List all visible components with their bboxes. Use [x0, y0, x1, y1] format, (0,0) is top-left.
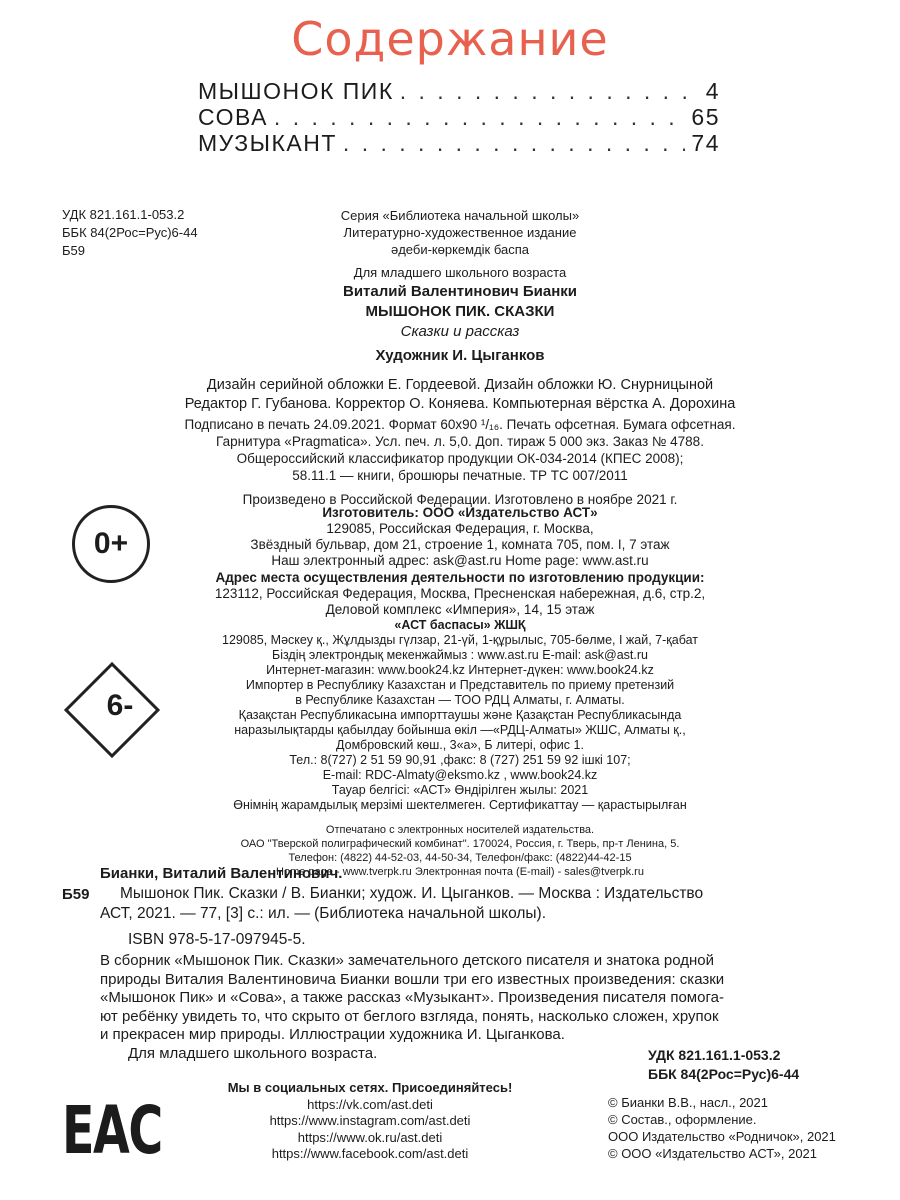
social-link-instagram[interactable]: https://www.instagram.com/ast.deti [269, 1113, 471, 1128]
isbn: ISBN 978-5-17-097945-5. [128, 931, 306, 948]
toc-entry-page: 74 [691, 130, 720, 156]
edition-kz: әдеби-көркемдік баспа [390, 242, 529, 257]
kz-line: в Республике Казахстан — ТОО РДЦ Алматы, г. Алматы. [295, 693, 625, 707]
classification-block [62, 206, 198, 260]
print-block [120, 416, 800, 508]
toc-entry[interactable] [198, 104, 720, 131]
social-link-ok[interactable]: https://www.ok.ru/ast.deti [297, 1129, 443, 1145]
kz-line: Біздің электрондық мекенжаймыз : www.ast.ru E-mail: ask@ast.ru [272, 648, 648, 662]
copyright-block [608, 1094, 836, 1162]
book-artist: Художник И. Цыганков [375, 347, 545, 364]
toc-leader-dots [343, 130, 685, 157]
kz-line: Домбровский көш., 3«а», Б литері, офис 1. [336, 738, 584, 752]
printer-line: ОАО "Тверской полиграфический комбинат". 170024, Россия, г. Тверь, пр-т Ленина, 5. [240, 838, 680, 850]
annotation-line: и прекрасен мир природы. Иллюстрации художника И. Цыганкова. [100, 1026, 565, 1043]
age-rating-label: 0+ [93, 527, 129, 560]
manufacturer-line-2: Звёздный бульвар, дом 21, строение 1, комната 705, пом. I, 7 этаж [250, 537, 670, 552]
print-line-2: Гарнитура «Pragmatica». Усл. печ. л. 5,0. Доп. тираж 5 000 экз. Заказ № 4788. [216, 434, 704, 449]
annotation-line: природы Виталия Валентиновича Бианки вошли три его известных произведения: сказки [100, 970, 725, 988]
author-code: Б59 [62, 243, 85, 258]
toc-entry[interactable] [198, 130, 720, 157]
catalog-author: Бианки, Виталий Валентинович. [100, 865, 343, 882]
manufacturer-heading: Изготовитель: ООО «Издательство АСТ» [322, 505, 598, 520]
bottom-udk: УДК 821.161.1-053.2 [648, 1047, 781, 1063]
toc-entry[interactable] [198, 78, 720, 105]
toc-leader-dots [400, 78, 700, 105]
series-block [250, 207, 670, 281]
catalog-code: Б59 [62, 886, 90, 903]
book-info [200, 282, 720, 366]
kz-line: наразылықтарды қабылдау бойынша өкіл —«РДЦ-Алматы» ЖШС, Алматы қ., [234, 723, 686, 737]
eac-conformity-mark: EAC [62, 1092, 162, 1169]
kz-line: 129085, Мәскеу қ., Жұлдызды гүлзар, 21-үй, 1-құрылыс, 705-бөлме, I жай, 7-қабат [222, 633, 698, 647]
print-line-1: Подписано в печать 24.09.2021. Формат 60x90 ¹/₁₆. Печать офсетная. Бумага офсетная. [184, 417, 736, 432]
kz-line: Қазақстан Республикасына импорттаушы және Қазақстан Республикасында [238, 708, 682, 722]
kz-line: E-mail: RDC-Almaty@eksmo.kz , www.book24.kz [322, 768, 598, 782]
annotation-line: «Мышонок Пик» и «Сова», а также рассказ «Музыкант». Произведения писателя помога- [100, 989, 724, 1006]
book-author: Виталий Валентинович Бианки [342, 283, 578, 300]
annotation-line: ют ребёнку увидеть то, что скрыто от беглого взгляда, понять, насколько сложен, хрупок [100, 1007, 719, 1025]
printer-line: Home page - www.tverpk.ru Электронная почта (E-mail) - sales@tverpk.ru [276, 866, 644, 878]
toc-entry-page: 65 [691, 104, 720, 130]
kz-heading: «АСТ баспасы» ЖШҚ [394, 618, 526, 632]
book-subtitle: Сказки и рассказ [400, 323, 520, 340]
print-line-4: 58.11.1 — книги, брошюры печатные. ТР ТС 007/2011 [292, 468, 628, 483]
bbk-code: ББК 84(2Рос=Рус)6-44 [62, 225, 198, 240]
manufacturer-line-3: Наш электронный адрес: ask@ast.ru Home page: www.ast.ru [271, 553, 649, 568]
credits-block [90, 376, 830, 414]
kz-line: Импортер в Республику Казахстан и Представитель по приему претензий [245, 678, 675, 692]
bottom-bbk: ББК 84(2Рос=Рус)6-44 [648, 1066, 800, 1082]
printer-line: Отпечатано с электронных носителей издательства. [325, 824, 595, 836]
copyright-line: © ООО «Издательство АСТ», 2021 [608, 1146, 818, 1161]
catalog-entry [120, 884, 880, 903]
copyright-line: © Бианки В.В., насл., 2021 [608, 1095, 768, 1110]
catalog-entry-line-1: Мышонок Пик. Сказки / В. Бианки; худож. И. Цыганков. — Москва : Издательство [120, 885, 704, 902]
copyright-line: © Состав., оформление. [608, 1112, 757, 1127]
bottom-codes [648, 1046, 799, 1084]
series-line: Серия «Библиотека начальной школы» [340, 208, 580, 223]
kz-block [170, 618, 750, 813]
udk-code: УДК 821.161.1-053.2 [62, 207, 185, 222]
activity-address-line-1: 123112, Российская Федерация, Москва, Пресненская набережная, д.6, стр.2, [214, 586, 706, 601]
toc-entry-page: 4 [705, 78, 720, 104]
social-link-vk[interactable]: https://vk.com/ast.deti [307, 1096, 433, 1112]
page-title: Содержание [291, 12, 609, 66]
activity-address-line-2: Деловой комплекс «Империя», 14, 15 этаж [325, 602, 595, 617]
age-rating-circle-badge [72, 505, 150, 583]
toc-entry-name: СОВА [198, 104, 268, 130]
kz-line: Тауар белгісі: «АСТ» Өндірілген жылы: 2021 [331, 783, 589, 797]
printer-line: Телефон: (4822) 44-52-03, 44-50-34, Телефон/факс: (4822)44-42-15 [288, 852, 632, 864]
book-title: МЫШОНОК ПИК. СКАЗКИ [365, 303, 555, 320]
copyright-line: ООО Издательство «Родничок», 2021 [608, 1129, 836, 1144]
age-note: Для младшего школьного возраста [353, 265, 567, 280]
annotation-age: Для младшего школьного возраста. [128, 1044, 378, 1062]
social-link-facebook[interactable]: https://www.facebook.com/ast.deti [271, 1146, 469, 1161]
age-rating-diamond-label: 6- [106, 689, 134, 722]
social-block [180, 1080, 560, 1163]
activity-address-block [170, 570, 750, 618]
print-line-3: Общероссийский классификатор продукции ОК-034-2014 (КПЕС 2008); [236, 451, 684, 466]
edition-ru: Литературно-художественное издание [343, 225, 577, 240]
annotation-line: В сборник «Мышонок Пик. Сказки» замечательного детского писателя и знатока родной [100, 952, 714, 969]
social-heading: Мы в социальных сетях. Присоединяйтесь! [227, 1080, 513, 1095]
manufacturer-line-1: 129085, Российская Федерация, г. Москва, [326, 521, 594, 536]
catalog-entry-line-2: АСТ, 2021. — 77, [3] с.: ил. — (Библиотека начальной школы). [100, 905, 546, 922]
toc-entry-name: МЫШОНОК ПИК [198, 78, 394, 104]
credits-line-1: Дизайн серийной обложки Е. Гордеевой. Дизайн обложки Ю. Снурницыной [206, 377, 714, 393]
toc-entry-name: МУЗЫКАНТ [198, 130, 337, 156]
activity-address-heading: Адрес места осуществления деятельности по изготовлению продукции: [215, 570, 705, 585]
kz-line: Интернет-магазин: www.book24.kz Интернет-дүкен: www.book24.kz [266, 663, 654, 677]
kz-line: Өнімнің жарамдылық мерзімі шектелмеген. Сертификаттау — қарастырылған [233, 798, 687, 812]
kz-line: Тел.: 8(727) 2 51 59 90,91 ,факс: 8 (727) 251 59 92 ішкі 107; [289, 753, 631, 767]
toc-leader-dots [274, 104, 685, 131]
credits-line-2: Редактор Г. Губанова. Корректор О. Коняева. Компьютерная вёрстка А. Дорохина [184, 396, 736, 412]
print-line-5: Произведено в Российской Федерации. Изготовлено в ноябре 2021 г. [242, 492, 678, 507]
manufacturer-block [190, 505, 730, 569]
